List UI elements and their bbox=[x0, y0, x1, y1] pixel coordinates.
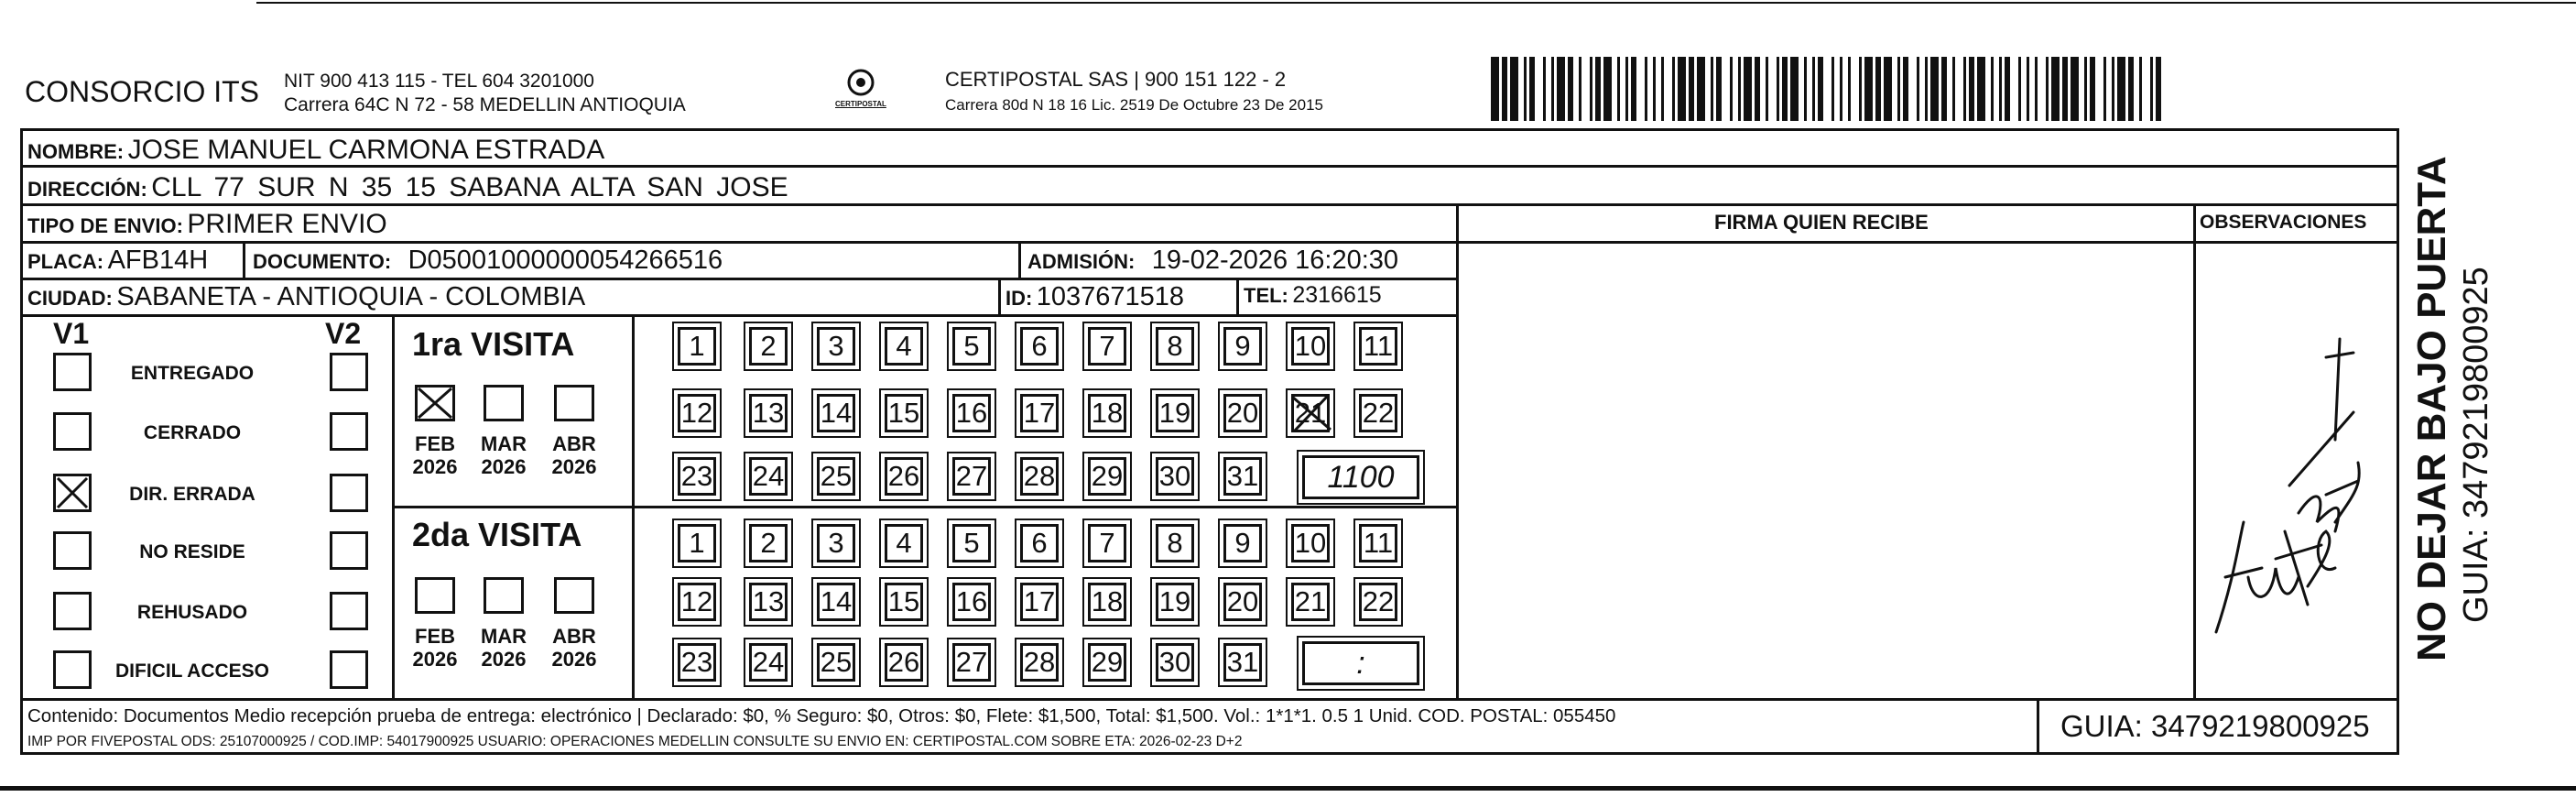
day-box[interactable]: 3 bbox=[817, 524, 855, 562]
plate-label: PLACA: bbox=[27, 250, 104, 273]
barcode-bar bbox=[1977, 57, 1985, 121]
day-box[interactable]: 7 bbox=[1088, 327, 1126, 366]
barcode-bar bbox=[1590, 57, 1592, 121]
month-name: ABR bbox=[552, 432, 596, 455]
status-option-label: DIR. ERRADA bbox=[129, 484, 255, 505]
day-box[interactable]: 23 bbox=[678, 457, 716, 496]
day-box[interactable]: 17 bbox=[1020, 583, 1059, 621]
certipostal-logo-text: CERTIPOSTAL bbox=[835, 100, 886, 108]
barcode-bar bbox=[1617, 57, 1620, 121]
id-label: ID: bbox=[1005, 287, 1033, 310]
visit-time-box[interactable]: : bbox=[1302, 641, 1419, 685]
month-checkbox[interactable] bbox=[484, 577, 524, 614]
barcode-bar bbox=[2156, 57, 2161, 121]
barcode-bar bbox=[1653, 57, 1656, 121]
day-box[interactable]: 27 bbox=[952, 643, 991, 682]
month-label bbox=[403, 625, 467, 671]
v2-checkbox[interactable] bbox=[330, 353, 368, 391]
v1-checkbox[interactable] bbox=[53, 650, 92, 689]
barcode-bar bbox=[2005, 57, 2010, 121]
city-label: CIUDAD: bbox=[27, 287, 113, 310]
day-box[interactable]: 20 bbox=[1223, 394, 1262, 432]
barcode-bar bbox=[1661, 57, 1664, 121]
barcode-bar bbox=[1840, 57, 1842, 121]
day-box[interactable]: 13 bbox=[749, 583, 788, 621]
document-value: D05001000000054266516 bbox=[408, 246, 723, 275]
month-label bbox=[472, 432, 536, 479]
month-year: 2026 bbox=[412, 455, 458, 479]
shipment-type: PRIMER ENVIO bbox=[187, 209, 387, 239]
barcode-bar bbox=[2071, 57, 2079, 121]
day-box[interactable]: 8 bbox=[1156, 524, 1194, 562]
day-box[interactable]: 15 bbox=[885, 583, 923, 621]
day-box[interactable]: 5 bbox=[952, 524, 991, 562]
recipient-name: JOSE MANUEL CARMONA ESTRADA bbox=[127, 135, 605, 165]
day-box[interactable]: 5 bbox=[952, 327, 991, 366]
day-number: 21 bbox=[1294, 397, 1327, 429]
day-box[interactable]: 16 bbox=[952, 583, 991, 621]
barcode-bar bbox=[1689, 57, 1694, 121]
day-box[interactable]: 6 bbox=[1020, 524, 1059, 562]
row-divider bbox=[392, 506, 1456, 508]
barcode-bar bbox=[2046, 57, 2049, 121]
barcode-bar bbox=[1963, 57, 1966, 121]
address-label: DIRECCIÓN: bbox=[27, 178, 147, 201]
row-divider bbox=[20, 241, 2399, 244]
barcode-bar bbox=[1991, 57, 1994, 121]
cross-mark-icon bbox=[1290, 393, 1332, 435]
city-value: SABANETA - ANTIOQUIA - COLOMBIA bbox=[116, 282, 586, 311]
barcode-bar bbox=[1697, 57, 1705, 121]
company-address: Carrera 64C N 72 - 58 MEDELLIN ANTIOQUIA bbox=[284, 94, 686, 115]
day-box[interactable]: 2 bbox=[749, 327, 788, 366]
side-warning: NO DEJAR BAJO PUERTA bbox=[2409, 156, 2454, 661]
address-row bbox=[27, 174, 788, 202]
barcode-bar bbox=[1645, 57, 1647, 121]
barcode-bar bbox=[1818, 57, 1823, 121]
v1-checkbox[interactable] bbox=[53, 474, 92, 512]
barcode-bar bbox=[2051, 57, 2060, 121]
month-checkbox[interactable] bbox=[415, 385, 455, 421]
month-name: MAR bbox=[480, 625, 527, 648]
barcode-bar bbox=[2117, 57, 2125, 121]
day-box[interactable]: 21 bbox=[1291, 583, 1330, 621]
barcode-bar bbox=[1859, 57, 1862, 121]
barcode-bar bbox=[1730, 57, 1733, 121]
month-checkbox[interactable] bbox=[484, 385, 524, 421]
tel-value: 2316615 bbox=[1292, 282, 1382, 308]
day-box[interactable]: 19 bbox=[1156, 394, 1194, 432]
month-year: 2026 bbox=[481, 455, 527, 479]
col-divider bbox=[1018, 241, 1021, 278]
barcode-bar bbox=[2062, 57, 2068, 121]
barcode-bar bbox=[1864, 57, 1873, 121]
barcode-bar bbox=[1875, 57, 1881, 121]
barcode-bar bbox=[2090, 57, 2095, 121]
day-box[interactable]: 11 bbox=[1359, 524, 1397, 562]
barcode-bar bbox=[2150, 57, 2153, 121]
visit-time-box[interactable]: 1100 bbox=[1302, 455, 1419, 499]
month-name: MAR bbox=[480, 432, 527, 455]
day-box[interactable]: 26 bbox=[885, 643, 923, 682]
barcode-bar bbox=[2035, 57, 2038, 121]
barcode-bar bbox=[1579, 57, 1581, 121]
barcode-bar bbox=[1631, 57, 1636, 121]
bottom-border bbox=[0, 786, 2576, 791]
name-row bbox=[27, 136, 604, 164]
footer-content: Contenido: Documentos Medio recepción prueba de entrega: electrónico | Declarado: $0, % Seguro: $0, Otros: $0, Flete: $1,500, Total: $1,500. Vol.: 1*1*1. 0.5 1 Unid. COD. POSTAL: 055450 bbox=[27, 705, 1616, 726]
v2-checkbox[interactable] bbox=[330, 592, 368, 630]
v1-checkbox[interactable] bbox=[53, 353, 92, 391]
day-box[interactable]: 7 bbox=[1088, 524, 1126, 562]
barcode-bar bbox=[1969, 57, 1974, 121]
day-box[interactable]: 22 bbox=[1359, 394, 1397, 432]
row-divider bbox=[20, 698, 2399, 701]
day-box[interactable]: 16 bbox=[952, 394, 991, 432]
barcode-bar bbox=[1812, 57, 1815, 121]
document-label: DOCUMENTO: bbox=[253, 250, 392, 273]
day-box[interactable]: 18 bbox=[1088, 394, 1126, 432]
admission-value: 19-02-2026 16:20:30 bbox=[1151, 246, 1399, 275]
top-border bbox=[256, 2, 2576, 4]
barcode-bar bbox=[1804, 57, 1807, 121]
check-x-icon bbox=[418, 388, 452, 419]
side-strip bbox=[2397, 128, 2406, 755]
barcode-bar bbox=[1502, 57, 1507, 121]
row-divider bbox=[20, 278, 1458, 280]
v1-header: V1 bbox=[53, 317, 90, 350]
barcode-bar bbox=[1711, 57, 1713, 121]
barcode-bar bbox=[1999, 57, 2002, 121]
barcode-bar bbox=[1766, 57, 1768, 121]
day-box[interactable]: 24 bbox=[749, 457, 788, 496]
barcode-bar bbox=[1952, 57, 1955, 121]
v2-checkbox[interactable] bbox=[330, 650, 368, 689]
type-label: TIPO DE ENVIO: bbox=[27, 214, 183, 237]
check-x-icon bbox=[56, 476, 89, 509]
day-box[interactable]: 29 bbox=[1088, 643, 1126, 682]
footer-imp: IMP POR FIVEPOSTAL ODS: 25107000925 / COD.IMP: 54017900925 USUARIO: OPERACIONES MEDELLIN CONSULTE SU ENVIO EN: CERTIPOSTAL.COM SOBRE ETA: 2026-02-23 D+2 bbox=[27, 734, 1243, 749]
row-divider bbox=[20, 203, 2399, 206]
status-option-label: NO RESIDE bbox=[139, 541, 245, 562]
barcode-bar bbox=[1790, 57, 1799, 121]
day-box[interactable]: 15 bbox=[885, 394, 923, 432]
company-name: CONSORCIO ITS bbox=[25, 75, 260, 108]
barcode-bar bbox=[1510, 57, 1518, 121]
barcode-bar bbox=[1716, 57, 1722, 121]
barcode-bar bbox=[1529, 57, 1535, 121]
day-box[interactable]: 12 bbox=[678, 583, 716, 621]
day-box[interactable]: 31 bbox=[1223, 643, 1262, 682]
col-divider bbox=[243, 241, 245, 278]
receiver-signature-header: FIRMA QUIEN RECIBE bbox=[1714, 211, 1929, 234]
month-name: FEB bbox=[415, 432, 455, 455]
plate-row bbox=[27, 247, 208, 274]
side-guide: GUIA: 3479219800925 bbox=[2457, 267, 2495, 623]
barcode-bar bbox=[1941, 57, 1947, 121]
day-box[interactable]: 25 bbox=[817, 457, 855, 496]
barcode-bar bbox=[1551, 57, 1554, 121]
day-box[interactable]: 27 bbox=[952, 457, 991, 496]
col-divider bbox=[2037, 698, 2039, 755]
barcode-bar bbox=[1917, 57, 1919, 121]
month-label bbox=[472, 625, 536, 671]
type-row bbox=[27, 211, 387, 238]
day-box[interactable]: 10 bbox=[1291, 524, 1330, 562]
month-label bbox=[403, 432, 467, 479]
v1-checkbox[interactable] bbox=[53, 531, 92, 570]
day-box[interactable]: 14 bbox=[817, 394, 855, 432]
barcode-bar bbox=[2027, 57, 2029, 121]
barcode-bar bbox=[2112, 57, 2114, 121]
status-option-label: CERRADO bbox=[143, 422, 242, 443]
day-box[interactable]: 9 bbox=[1223, 524, 1262, 562]
day-box[interactable]: 8 bbox=[1156, 327, 1194, 366]
v1-checkbox[interactable] bbox=[53, 412, 92, 451]
barcode-bar bbox=[1848, 57, 1851, 121]
admission-row bbox=[1027, 247, 1398, 274]
admission-label: ADMISIÓN: bbox=[1027, 250, 1136, 273]
barcode-bar bbox=[1744, 57, 1752, 121]
day-box[interactable]: 29 bbox=[1088, 457, 1126, 496]
status-option-label: ENTREGADO bbox=[130, 363, 255, 384]
v2-checkbox[interactable] bbox=[330, 474, 368, 512]
month-name: ABR bbox=[552, 625, 596, 648]
day-box[interactable]: 28 bbox=[1020, 643, 1059, 682]
barcode-bar bbox=[1777, 57, 1779, 121]
month-year: 2026 bbox=[551, 455, 597, 479]
day-box[interactable]: 1 bbox=[678, 524, 716, 562]
barcode-bar bbox=[1930, 57, 1939, 121]
barcode-bar bbox=[1568, 57, 1573, 121]
document-row bbox=[253, 247, 723, 274]
v2-checkbox[interactable] bbox=[330, 531, 368, 570]
day-box[interactable]: 30 bbox=[1156, 457, 1194, 496]
observations-header: OBSERVACIONES bbox=[2200, 212, 2367, 233]
day-box[interactable]: 4 bbox=[885, 327, 923, 366]
barcode-bar bbox=[1738, 57, 1741, 121]
id-row bbox=[1005, 284, 1184, 311]
col-divider bbox=[1236, 278, 1239, 314]
carrier-name: CERTIPOSTAL SAS | 900 151 122 - 2 bbox=[945, 68, 1287, 91]
barcode-bar bbox=[1782, 57, 1788, 121]
id-value: 1037671518 bbox=[1036, 282, 1185, 311]
row-divider bbox=[20, 165, 2399, 168]
day-box[interactable]: 31 bbox=[1223, 457, 1262, 496]
barcode-bar bbox=[1595, 57, 1601, 121]
day-box[interactable]: 22 bbox=[1359, 583, 1397, 621]
barcode-bar bbox=[1755, 57, 1760, 121]
city-row bbox=[27, 284, 585, 311]
day-box[interactable]: 14 bbox=[817, 583, 855, 621]
day-box[interactable]: 24 bbox=[749, 643, 788, 682]
month-year: 2026 bbox=[481, 648, 527, 671]
barcode-bar bbox=[1903, 57, 1908, 121]
barcode-bar bbox=[1884, 57, 1892, 121]
barcode-bar bbox=[1925, 57, 1928, 121]
day-box[interactable]: 18 bbox=[1088, 583, 1126, 621]
v1-checkbox[interactable] bbox=[53, 592, 92, 630]
day-box[interactable] bbox=[1291, 394, 1330, 432]
month-year: 2026 bbox=[551, 648, 597, 671]
col-divider bbox=[998, 278, 1001, 314]
day-box[interactable]: 28 bbox=[1020, 457, 1059, 496]
day-box[interactable]: 30 bbox=[1156, 643, 1194, 682]
row-divider bbox=[20, 314, 1458, 317]
barcode-bar bbox=[2018, 57, 2021, 121]
barcode-bar bbox=[1897, 57, 1900, 121]
barcode-bar bbox=[1831, 57, 1834, 121]
barcode-bar bbox=[1678, 57, 1686, 121]
barcode-bar bbox=[2103, 57, 2106, 121]
name-label: NOMBRE: bbox=[27, 140, 125, 163]
day-box[interactable]: 6 bbox=[1020, 327, 1059, 366]
visit2-title: 2da VISITA bbox=[412, 516, 582, 553]
company-nit: NIT 900 413 115 - TEL 604 3201000 bbox=[284, 71, 594, 92]
visit1-title: 1ra VISITA bbox=[412, 325, 575, 363]
col-divider bbox=[2193, 203, 2196, 698]
barcode-bar bbox=[1603, 57, 1612, 121]
day-box[interactable]: 20 bbox=[1223, 583, 1262, 621]
month-label bbox=[542, 432, 606, 479]
day-box[interactable]: 3 bbox=[817, 327, 855, 366]
barcode-bar bbox=[1672, 57, 1675, 121]
tel-row bbox=[1244, 284, 1382, 307]
day-box[interactable]: 13 bbox=[749, 394, 788, 432]
barcode-bar bbox=[1557, 57, 1565, 121]
day-box[interactable]: 12 bbox=[678, 394, 716, 432]
status-option-label: DIFICIL ACCESO bbox=[114, 661, 270, 682]
plate-value: AFB14H bbox=[107, 246, 209, 275]
barcode-bar bbox=[1524, 57, 1527, 121]
day-box[interactable]: 1 bbox=[678, 327, 716, 366]
barcode-bar bbox=[2128, 57, 2134, 121]
barcode-bar bbox=[1625, 57, 1628, 121]
day-box[interactable]: 23 bbox=[678, 643, 716, 682]
month-name: FEB bbox=[415, 625, 455, 648]
month-checkbox[interactable] bbox=[415, 577, 455, 614]
barcode-bar bbox=[1543, 57, 1546, 121]
day-box[interactable]: 19 bbox=[1156, 583, 1194, 621]
day-box[interactable]: 11 bbox=[1359, 327, 1397, 366]
barcode bbox=[1491, 57, 2168, 121]
col-divider bbox=[1456, 203, 1459, 698]
day-box[interactable]: 10 bbox=[1291, 327, 1330, 366]
day-box[interactable]: 4 bbox=[885, 524, 923, 562]
tel-label: TEL: bbox=[1244, 284, 1288, 307]
v2-checkbox[interactable] bbox=[330, 412, 368, 451]
day-box[interactable]: 25 bbox=[817, 643, 855, 682]
day-box[interactable]: 9 bbox=[1223, 327, 1262, 366]
month-checkbox[interactable] bbox=[554, 577, 594, 614]
status-option-label: REHUSADO bbox=[136, 602, 248, 623]
carrier-license: Carrera 80d N 18 16 Lic. 2519 De Octubre 23 De 2015 bbox=[945, 96, 1323, 114]
day-box[interactable]: 17 bbox=[1020, 394, 1059, 432]
v2-header: V2 bbox=[325, 317, 362, 350]
footer-guide: GUIA: 3479219800925 bbox=[2060, 709, 2370, 743]
barcode-bar bbox=[2084, 57, 2087, 121]
month-label bbox=[542, 625, 606, 671]
month-checkbox[interactable] bbox=[554, 385, 594, 421]
month-year: 2026 bbox=[412, 648, 458, 671]
barcode-bar bbox=[1491, 57, 1499, 121]
day-box[interactable]: 26 bbox=[885, 457, 923, 496]
day-box[interactable]: 2 bbox=[749, 524, 788, 562]
recipient-address: CLL 77 SUR N 35 15 SABANA ALTA SAN JOSE bbox=[151, 172, 788, 202]
handwritten-signature bbox=[2198, 302, 2381, 687]
barcode-bar bbox=[2139, 57, 2142, 121]
